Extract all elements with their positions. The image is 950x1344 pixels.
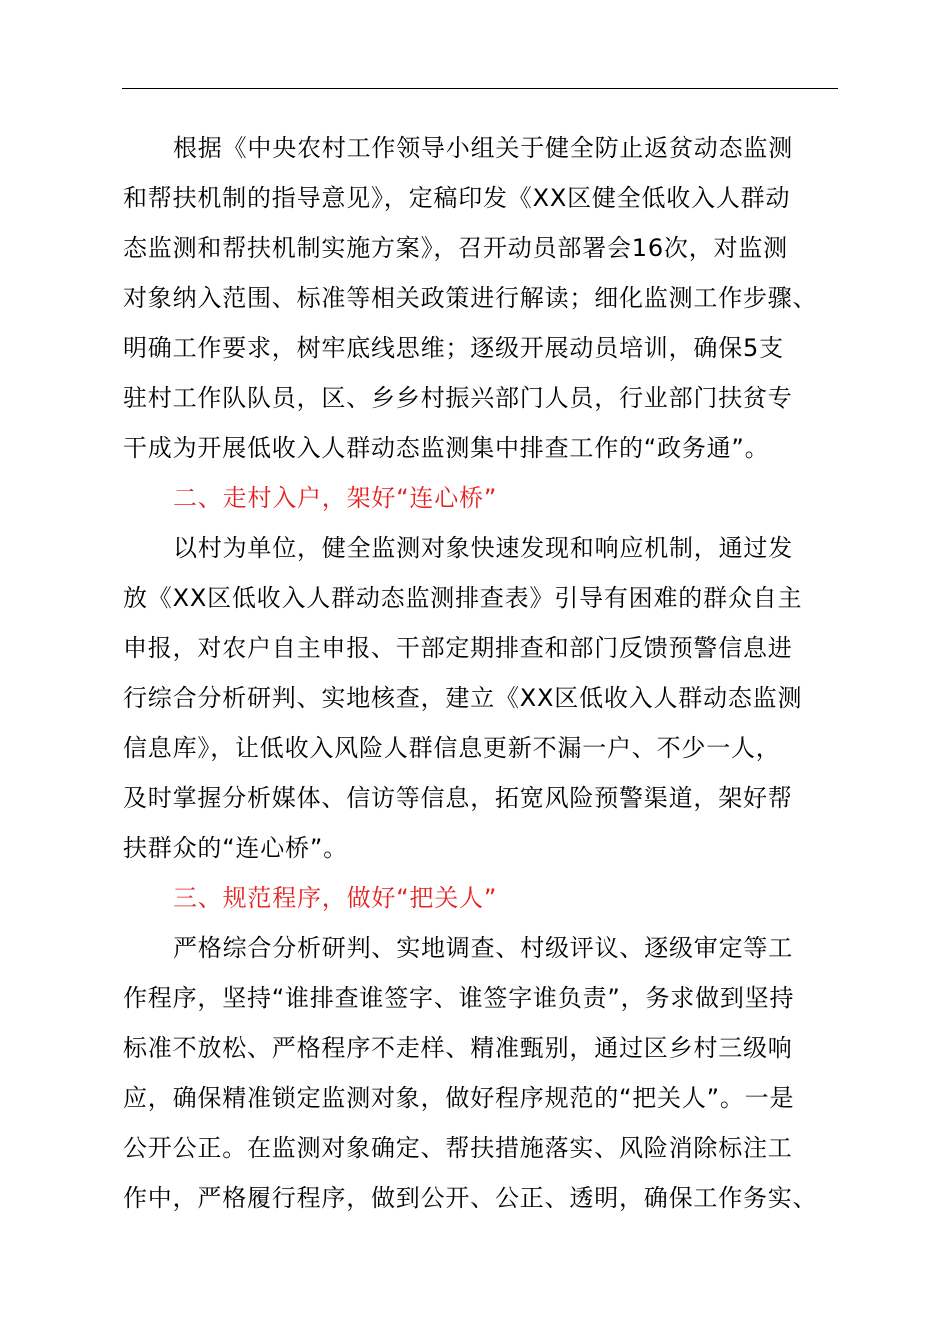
text-line: 作程序，坚持“谁排查谁签字、谁签字谁负责”，务求做到坚持	[123, 984, 795, 1012]
text-line: 严格综合分析研判、实地调查、村级评议、逐级审定等工	[173, 934, 793, 962]
text-line: 行综合分析研判、实地核查，建立《XX区低收入人群动态监测	[123, 684, 803, 712]
paragraph-3	[123, 923, 839, 1223]
text-line: 明确工作要求，树牢底线思维；逐级开展动员培训，确保5支	[123, 334, 784, 362]
text-line: 申报，对农户自主申报、干部定期排查和部门反馈预警信息进	[123, 634, 793, 662]
document-body	[123, 123, 839, 1223]
text-line: 放《XX区低收入人群动态监测排查表》引导有困难的群众自主	[123, 584, 803, 612]
text-line: 对象纳入范围、标准等相关政策进行解读；细化监测工作步骤、	[123, 284, 818, 312]
text-line: 及时掌握分析媒体、信访等信息，拓宽风险预警渠道，架好帮	[123, 784, 793, 812]
text-line: 以村为单位，健全监测对象快速发现和响应机制，通过发	[173, 534, 793, 562]
text-line: 信息库》，让低收入风险人群信息更新不漏一户、不少一人，	[123, 734, 781, 762]
text-line: 和帮扶机制的指导意见》，定稿印发《XX区健全低收入人群动	[123, 184, 791, 212]
text-line: 驻村工作队队员，区、乡乡村振兴部门人员，行业部门扶贫专	[123, 384, 793, 412]
text-line: 应，确保精准锁定监测对象，做好程序规范的“把关人”。一是	[123, 1084, 795, 1112]
text-line: 态监测和帮扶机制实施方案》，召开动员部署会16次，对监测	[123, 234, 788, 262]
text-line: 根据《中央农村工作领导小组关于健全防止返贫动态监测	[173, 134, 793, 162]
text-line: 标准不放松、严格程序不走样、精准甄别，通过区乡村三级响	[123, 1034, 793, 1062]
section-heading-3: 三、规范程序，做好“把关人”	[173, 884, 498, 912]
text-line: 公开公正。在监测对象确定、帮扶措施落实、风险消除标注工	[123, 1134, 793, 1162]
text-line: 作中，严格履行程序，做到公开、公正、透明，确保工作务实、	[123, 1184, 818, 1212]
section-heading-2: 二、走村入户，架好“连心桥”	[173, 484, 498, 512]
header-rule	[122, 88, 838, 89]
text-line: 干成为开展低收入人群动态监测集中排查工作的“政务通”。	[123, 434, 770, 462]
text-line: 扶群众的“连心桥”。	[123, 834, 348, 862]
paragraph-1	[123, 123, 839, 473]
paragraph-2	[123, 523, 839, 873]
